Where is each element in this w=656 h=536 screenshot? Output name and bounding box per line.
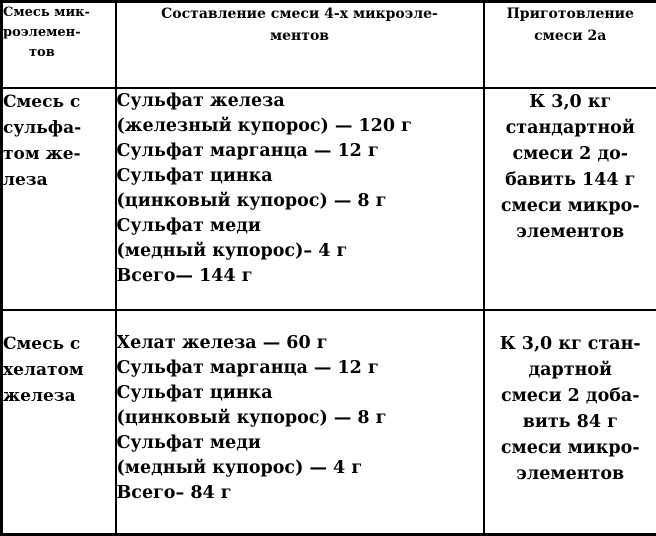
- composition-cell: [116, 88, 484, 310]
- header-mixture-line: тов: [3, 43, 115, 63]
- composition-line: Сульфат цинка: [117, 381, 483, 406]
- preparation-line: смеси 2 доба-: [485, 383, 656, 409]
- table-header-row: [2, 2, 656, 88]
- composition-line: (медный купорос) — 4 г: [117, 456, 483, 481]
- preparation-line: К 3,0 кг: [485, 89, 656, 115]
- mixture-name-cell: [2, 310, 116, 535]
- composition-line: Всего— 144 г: [117, 264, 483, 289]
- header-composition: [116, 2, 484, 88]
- composition-line: Сульфат меди: [117, 431, 483, 456]
- composition-line: Сульфат цинка: [117, 164, 483, 189]
- composition-line: Сульфат марганца — 12 г: [117, 356, 483, 381]
- table-row: [2, 88, 656, 310]
- table-row: [2, 310, 656, 535]
- preparation-cell: [484, 310, 656, 535]
- preparation-cell: [484, 88, 656, 310]
- mixture-name-line: леза: [3, 167, 115, 193]
- header-mixture-line: роэлемен-: [3, 23, 115, 43]
- header-composition-line: Составление смеси 4-х микроэле-: [117, 3, 483, 25]
- preparation-line: К 3,0 кг стан-: [485, 331, 656, 357]
- composition-line: (цинковый купорос) — 8 г: [117, 406, 483, 431]
- header-preparation: [484, 2, 656, 88]
- composition-line: (медный купорос)– 4 г: [117, 239, 483, 264]
- composition-line: Сульфат железа: [117, 89, 483, 114]
- composition-cell: [116, 310, 484, 535]
- preparation-line: смеси микро-: [485, 435, 656, 461]
- mixture-name-line: Смесь с: [3, 89, 115, 115]
- mixture-name-cell: [2, 88, 116, 310]
- composition-line: Хелат железа — 60 г: [117, 331, 483, 356]
- composition-line: (железный купорос) — 120 г: [117, 114, 483, 139]
- composition-line: (цинковый купорос) — 8 г: [117, 189, 483, 214]
- mixture-name-line: Смесь с: [3, 331, 115, 357]
- header-preparation-line: смеси 2а: [485, 25, 656, 47]
- preparation-line: дартной: [485, 357, 656, 383]
- mixture-name-line: хелатом: [3, 357, 115, 383]
- header-composition-line: ментов: [117, 25, 483, 47]
- header-mixture-line: Смесь мик-: [3, 3, 115, 23]
- mixture-name-line: сульфа-: [3, 115, 115, 141]
- preparation-line: стандартной: [485, 115, 656, 141]
- preparation-line: вить 84 г: [485, 409, 656, 435]
- mixture-name-line: том же-: [3, 141, 115, 167]
- composition-line: Сульфат марганца — 12 г: [117, 139, 483, 164]
- composition-line: Сульфат меди: [117, 214, 483, 239]
- mixture-name-line: железа: [3, 383, 115, 409]
- composition-line: Всего– 84 г: [117, 481, 483, 506]
- preparation-line: элементов: [485, 219, 656, 245]
- preparation-line: смеси микро-: [485, 193, 656, 219]
- preparation-line: смеси 2 до-: [485, 141, 656, 167]
- header-preparation-line: Приготовление: [485, 3, 656, 25]
- header-mixture: [2, 2, 116, 88]
- preparation-line: элементов: [485, 461, 656, 487]
- preparation-line: бавить 144 г: [485, 167, 656, 193]
